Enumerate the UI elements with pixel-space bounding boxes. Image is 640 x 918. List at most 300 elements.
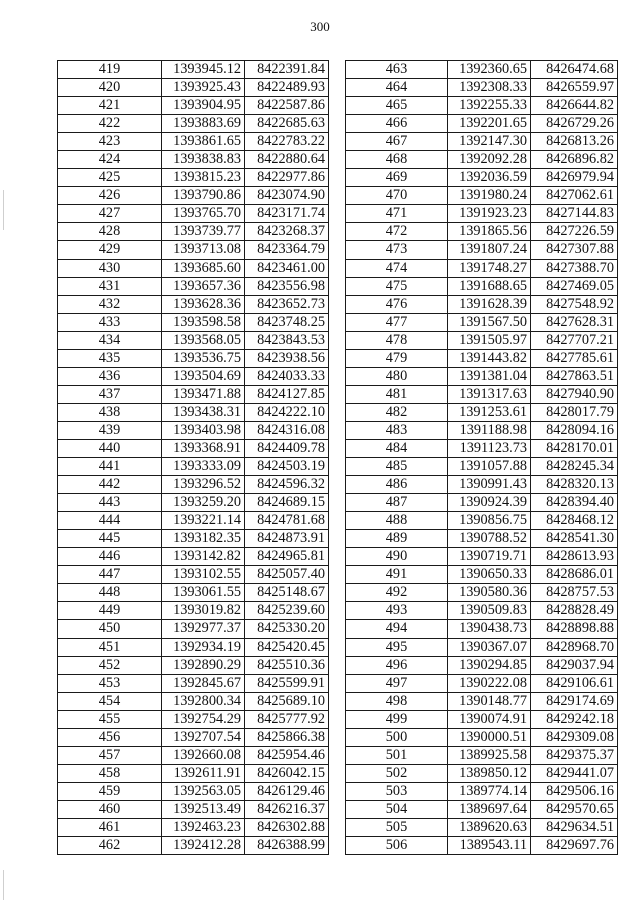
coordinate-y: 8426559.97 <box>531 79 618 97</box>
coordinate-y: 8425148.67 <box>245 584 329 602</box>
table-row <box>346 837 618 855</box>
table-row <box>58 584 329 602</box>
coordinate-x: 1391748.27 <box>448 259 531 277</box>
coordinate-y: 8428757.53 <box>531 584 618 602</box>
coordinate-x: 1390788.52 <box>448 530 531 548</box>
coordinate-y: 8429441.07 <box>531 764 618 782</box>
point-number: 419 <box>58 61 162 79</box>
coordinate-y: 8429506.16 <box>531 782 618 800</box>
coordinate-x: 1392412.28 <box>162 837 245 855</box>
point-number: 479 <box>346 349 448 367</box>
coordinate-y: 8422489.93 <box>245 79 329 97</box>
coordinate-x: 1390509.83 <box>448 602 531 620</box>
table-row <box>346 259 618 277</box>
coordinate-x: 1391865.56 <box>448 223 531 241</box>
coordinate-x: 1390000.51 <box>448 728 531 746</box>
table-row <box>58 530 329 548</box>
coordinate-y: 8426474.68 <box>531 61 618 79</box>
table-row <box>58 602 329 620</box>
table-row <box>58 331 329 349</box>
coordinate-y: 8423843.53 <box>245 331 329 349</box>
point-number: 425 <box>58 169 162 187</box>
table-row <box>58 295 329 313</box>
coordinates-table-right <box>345 60 618 855</box>
table-row <box>346 403 618 421</box>
coordinate-y: 8426302.88 <box>245 818 329 836</box>
table-row <box>346 584 618 602</box>
point-number: 428 <box>58 223 162 241</box>
table-row <box>58 115 329 133</box>
point-number: 460 <box>58 800 162 818</box>
coordinate-x: 1390074.91 <box>448 710 531 728</box>
table-row <box>58 439 329 457</box>
coordinate-x: 1393061.55 <box>162 584 245 602</box>
point-number: 423 <box>58 133 162 151</box>
coordinate-y: 8427707.21 <box>531 331 618 349</box>
coordinate-y: 8428541.30 <box>531 530 618 548</box>
coordinate-x: 1392800.34 <box>162 692 245 710</box>
point-number: 438 <box>58 403 162 421</box>
table-row <box>58 476 329 494</box>
coordinate-x: 1393765.70 <box>162 205 245 223</box>
table-row <box>58 313 329 331</box>
coordinate-x: 1393438.31 <box>162 403 245 421</box>
coordinate-y: 8424127.85 <box>245 385 329 403</box>
point-number: 498 <box>346 692 448 710</box>
point-number: 476 <box>346 295 448 313</box>
coordinate-x: 1393102.55 <box>162 566 245 584</box>
coordinate-x: 1392977.37 <box>162 620 245 638</box>
point-number: 474 <box>346 259 448 277</box>
point-number: 435 <box>58 349 162 367</box>
coordinate-y: 8428394.40 <box>531 494 618 512</box>
coordinate-x: 1393861.65 <box>162 133 245 151</box>
coordinate-x: 1393221.14 <box>162 512 245 530</box>
point-number: 486 <box>346 476 448 494</box>
point-number: 473 <box>346 241 448 259</box>
table-row <box>58 764 329 782</box>
table-row <box>58 638 329 656</box>
coordinate-x: 1393598.58 <box>162 313 245 331</box>
coordinate-y: 8426216.37 <box>245 800 329 818</box>
coordinate-y: 8422977.86 <box>245 169 329 187</box>
point-number: 444 <box>58 512 162 530</box>
coordinate-x: 1393925.43 <box>162 79 245 97</box>
table-row <box>346 818 618 836</box>
coordinate-y: 8429309.08 <box>531 728 618 746</box>
table-row <box>346 385 618 403</box>
table-row <box>346 241 618 259</box>
coordinate-x: 1393259.20 <box>162 494 245 512</box>
point-number: 457 <box>58 746 162 764</box>
point-number: 459 <box>58 782 162 800</box>
coordinate-y: 8424409.78 <box>245 439 329 457</box>
coordinates-table-left <box>57 60 329 855</box>
point-number: 490 <box>346 548 448 566</box>
coordinate-x: 1393568.05 <box>162 331 245 349</box>
coordinate-y: 8428686.01 <box>531 566 618 584</box>
point-number: 503 <box>346 782 448 800</box>
coordinate-x: 1393883.69 <box>162 115 245 133</box>
coordinate-x: 1392360.65 <box>448 61 531 79</box>
coordinate-y: 8425239.60 <box>245 602 329 620</box>
coordinate-y: 8424781.68 <box>245 512 329 530</box>
coordinate-y: 8429037.94 <box>531 656 618 674</box>
point-number: 433 <box>58 313 162 331</box>
coordinate-x: 1393296.52 <box>162 476 245 494</box>
point-number: 453 <box>58 674 162 692</box>
table-row <box>58 259 329 277</box>
table-row <box>346 295 618 313</box>
coordinate-y: 8425599.91 <box>245 674 329 692</box>
coordinate-x: 1392092.28 <box>448 151 531 169</box>
coordinate-x: 1393815.23 <box>162 169 245 187</box>
coordinate-y: 8423171.74 <box>245 205 329 223</box>
coordinate-y: 8426979.94 <box>531 169 618 187</box>
table-row <box>346 439 618 457</box>
table-row <box>346 656 618 674</box>
coordinate-y: 8422587.86 <box>245 97 329 115</box>
table-row <box>58 548 329 566</box>
point-number: 504 <box>346 800 448 818</box>
table-row <box>346 494 618 512</box>
point-number: 499 <box>346 710 448 728</box>
coordinate-x: 1392147.30 <box>448 133 531 151</box>
point-number: 483 <box>346 421 448 439</box>
point-number: 451 <box>58 638 162 656</box>
coordinate-x: 1392255.33 <box>448 97 531 115</box>
coordinate-y: 8428898.88 <box>531 620 618 638</box>
table-row <box>346 97 618 115</box>
coordinate-y: 8429634.51 <box>531 818 618 836</box>
point-number: 458 <box>58 764 162 782</box>
coordinate-y: 8423461.00 <box>245 259 329 277</box>
table-row <box>346 331 618 349</box>
table-row <box>58 367 329 385</box>
table-row <box>346 548 618 566</box>
table-row <box>58 187 329 205</box>
table-row <box>346 277 618 295</box>
coordinate-x: 1390294.85 <box>448 656 531 674</box>
table-row <box>58 241 329 259</box>
coordinate-x: 1391505.97 <box>448 331 531 349</box>
point-number: 502 <box>346 764 448 782</box>
point-number: 506 <box>346 837 448 855</box>
coordinate-y: 8425057.40 <box>245 566 329 584</box>
table-row <box>346 710 618 728</box>
coordinate-y: 8424689.15 <box>245 494 329 512</box>
coordinate-x: 1391188.98 <box>448 421 531 439</box>
coordinate-x: 1390367.07 <box>448 638 531 656</box>
table-row <box>58 421 329 439</box>
coordinate-x: 1390580.36 <box>448 584 531 602</box>
coordinate-x: 1391980.24 <box>448 187 531 205</box>
coordinate-y: 8429174.69 <box>531 692 618 710</box>
coordinate-y: 8427785.61 <box>531 349 618 367</box>
scan-margin-mark <box>3 190 4 230</box>
coordinate-x: 1392845.67 <box>162 674 245 692</box>
coordinate-y: 8422391.84 <box>245 61 329 79</box>
coordinate-x: 1391688.65 <box>448 277 531 295</box>
point-number: 452 <box>58 656 162 674</box>
coordinate-y: 8423652.73 <box>245 295 329 313</box>
table-row <box>346 151 618 169</box>
coordinate-x: 1391253.61 <box>448 403 531 421</box>
table-row <box>58 494 329 512</box>
coordinate-y: 8426896.82 <box>531 151 618 169</box>
table-row <box>58 133 329 151</box>
coordinate-x: 1391567.50 <box>448 313 531 331</box>
point-number: 447 <box>58 566 162 584</box>
point-number: 456 <box>58 728 162 746</box>
point-number: 455 <box>58 710 162 728</box>
table-row <box>58 349 329 367</box>
point-number: 491 <box>346 566 448 584</box>
point-number: 484 <box>346 439 448 457</box>
coordinate-y: 8426129.46 <box>245 782 329 800</box>
table-row <box>346 421 618 439</box>
coordinate-x: 1393403.98 <box>162 421 245 439</box>
coordinate-y: 8429570.65 <box>531 800 618 818</box>
table-row <box>58 97 329 115</box>
point-number: 450 <box>58 620 162 638</box>
table-row <box>346 764 618 782</box>
point-number: 469 <box>346 169 448 187</box>
coordinate-x: 1393368.91 <box>162 439 245 457</box>
coordinate-x: 1393019.82 <box>162 602 245 620</box>
table-row <box>58 512 329 530</box>
coordinate-y: 8425689.10 <box>245 692 329 710</box>
point-number: 446 <box>58 548 162 566</box>
coordinate-x: 1392611.91 <box>162 764 245 782</box>
point-number: 436 <box>58 367 162 385</box>
point-number: 495 <box>346 638 448 656</box>
coordinate-x: 1393142.82 <box>162 548 245 566</box>
point-number: 449 <box>58 602 162 620</box>
point-number: 463 <box>346 61 448 79</box>
coordinate-x: 1393685.60 <box>162 259 245 277</box>
table-row <box>58 782 329 800</box>
point-number: 434 <box>58 331 162 349</box>
point-number: 478 <box>346 331 448 349</box>
coordinate-y: 8423938.56 <box>245 349 329 367</box>
point-number: 431 <box>58 277 162 295</box>
coordinate-x: 1393471.88 <box>162 385 245 403</box>
point-number: 439 <box>58 421 162 439</box>
coordinate-x: 1393713.08 <box>162 241 245 259</box>
table-row <box>346 566 618 584</box>
coordinate-y: 8425954.46 <box>245 746 329 764</box>
coordinate-y: 8428828.49 <box>531 602 618 620</box>
point-number: 480 <box>346 367 448 385</box>
point-number: 475 <box>346 277 448 295</box>
coordinate-y: 8424873.91 <box>245 530 329 548</box>
coordinate-x: 1392890.29 <box>162 656 245 674</box>
coordinate-x: 1391807.24 <box>448 241 531 259</box>
table-row <box>58 458 329 476</box>
table-row <box>58 656 329 674</box>
table-row <box>346 313 618 331</box>
coordinate-y: 8424222.10 <box>245 403 329 421</box>
coordinate-x: 1391443.82 <box>448 349 531 367</box>
coordinate-x: 1390650.33 <box>448 566 531 584</box>
coordinate-x: 1392934.19 <box>162 638 245 656</box>
table-row <box>346 620 618 638</box>
coordinate-y: 8424316.08 <box>245 421 329 439</box>
point-number: 471 <box>346 205 448 223</box>
coordinate-y: 8427628.31 <box>531 313 618 331</box>
point-number: 422 <box>58 115 162 133</box>
point-number: 494 <box>346 620 448 638</box>
table-row <box>58 61 329 79</box>
coordinate-y: 8423364.79 <box>245 241 329 259</box>
coordinate-x: 1392513.49 <box>162 800 245 818</box>
coordinate-y: 8428245.34 <box>531 458 618 476</box>
coordinate-y: 8422783.22 <box>245 133 329 151</box>
coordinate-x: 1391923.23 <box>448 205 531 223</box>
coordinate-x: 1390222.08 <box>448 674 531 692</box>
coordinate-x: 1389774.14 <box>448 782 531 800</box>
table-row <box>346 133 618 151</box>
coordinate-y: 8426813.26 <box>531 133 618 151</box>
coordinate-y: 8425330.20 <box>245 620 329 638</box>
table-row <box>346 782 618 800</box>
table-row <box>58 837 329 855</box>
table-row <box>58 674 329 692</box>
point-number: 481 <box>346 385 448 403</box>
point-number: 467 <box>346 133 448 151</box>
coordinate-x: 1392201.65 <box>448 115 531 133</box>
coordinate-y: 8424965.81 <box>245 548 329 566</box>
page-number: 300 <box>310 19 330 34</box>
point-number: 505 <box>346 818 448 836</box>
table-row <box>346 79 618 97</box>
coordinate-y: 8422880.64 <box>245 151 329 169</box>
coordinate-x: 1392707.54 <box>162 728 245 746</box>
coordinate-y: 8428613.93 <box>531 548 618 566</box>
coordinate-x: 1390148.77 <box>448 692 531 710</box>
coordinate-y: 8427062.61 <box>531 187 618 205</box>
coordinate-x: 1391381.04 <box>448 367 531 385</box>
coordinate-y: 8426042.15 <box>245 764 329 782</box>
coordinate-y: 8427226.59 <box>531 223 618 241</box>
table-row <box>58 205 329 223</box>
coordinate-x: 1392563.05 <box>162 782 245 800</box>
coordinate-x: 1392036.59 <box>448 169 531 187</box>
point-number: 427 <box>58 205 162 223</box>
coordinate-x: 1393904.95 <box>162 97 245 115</box>
point-number: 464 <box>346 79 448 97</box>
table-row <box>346 800 618 818</box>
coordinate-x: 1389850.12 <box>448 764 531 782</box>
point-number: 426 <box>58 187 162 205</box>
point-number: 421 <box>58 97 162 115</box>
table-row <box>346 205 618 223</box>
coordinate-x: 1389697.64 <box>448 800 531 818</box>
table-row <box>58 277 329 295</box>
coordinate-y: 8427863.51 <box>531 367 618 385</box>
point-number: 501 <box>346 746 448 764</box>
point-number: 492 <box>346 584 448 602</box>
coordinate-y: 8423074.90 <box>245 187 329 205</box>
coordinate-x: 1391317.63 <box>448 385 531 403</box>
table-row <box>58 385 329 403</box>
coordinate-x: 1390856.75 <box>448 512 531 530</box>
table-row <box>346 349 618 367</box>
coordinate-x: 1390991.43 <box>448 476 531 494</box>
coordinate-x: 1389620.63 <box>448 818 531 836</box>
coordinate-y: 8428017.79 <box>531 403 618 421</box>
table-row <box>346 674 618 692</box>
coordinate-x: 1393504.69 <box>162 367 245 385</box>
point-number: 482 <box>346 403 448 421</box>
point-number: 454 <box>58 692 162 710</box>
coordinate-x: 1393739.77 <box>162 223 245 241</box>
table-row <box>58 818 329 836</box>
table-row <box>58 79 329 97</box>
coordinate-y: 8427388.70 <box>531 259 618 277</box>
point-number: 489 <box>346 530 448 548</box>
point-number: 497 <box>346 674 448 692</box>
coordinate-x: 1389543.11 <box>448 837 531 855</box>
coordinate-y: 8426388.99 <box>245 837 329 855</box>
table-row <box>58 566 329 584</box>
scan-margin-mark <box>3 870 4 900</box>
point-number: 470 <box>346 187 448 205</box>
coordinate-y: 8423268.37 <box>245 223 329 241</box>
table-row <box>346 367 618 385</box>
coordinate-x: 1393536.75 <box>162 349 245 367</box>
table-row <box>58 710 329 728</box>
point-number: 485 <box>346 458 448 476</box>
point-number: 430 <box>58 259 162 277</box>
point-number: 443 <box>58 494 162 512</box>
table-row <box>346 476 618 494</box>
table-row <box>346 512 618 530</box>
table-row <box>58 151 329 169</box>
coordinate-y: 8429375.37 <box>531 746 618 764</box>
point-number: 420 <box>58 79 162 97</box>
coordinate-y: 8428968.70 <box>531 638 618 656</box>
coordinate-y: 8427548.92 <box>531 295 618 313</box>
point-number: 429 <box>58 241 162 259</box>
point-number: 500 <box>346 728 448 746</box>
table-row <box>346 187 618 205</box>
point-number: 487 <box>346 494 448 512</box>
table-row <box>58 620 329 638</box>
table-row <box>346 458 618 476</box>
coordinate-y: 8427469.05 <box>531 277 618 295</box>
coordinate-x: 1393628.36 <box>162 295 245 313</box>
point-number: 461 <box>58 818 162 836</box>
coordinate-x: 1391123.73 <box>448 439 531 457</box>
coordinate-x: 1390924.39 <box>448 494 531 512</box>
coordinate-x: 1393945.12 <box>162 61 245 79</box>
table-row <box>346 746 618 764</box>
coordinate-x: 1392660.08 <box>162 746 245 764</box>
table-row <box>346 223 618 241</box>
point-number: 496 <box>346 656 448 674</box>
coordinate-y: 8426644.82 <box>531 97 618 115</box>
coordinate-y: 8427940.90 <box>531 385 618 403</box>
coordinate-y: 8424503.19 <box>245 458 329 476</box>
coordinate-y: 8423556.98 <box>245 277 329 295</box>
table-row <box>346 728 618 746</box>
table-row <box>346 602 618 620</box>
coordinate-y: 8422685.63 <box>245 115 329 133</box>
coordinate-x: 1392308.33 <box>448 79 531 97</box>
coordinate-y: 8428094.16 <box>531 421 618 439</box>
